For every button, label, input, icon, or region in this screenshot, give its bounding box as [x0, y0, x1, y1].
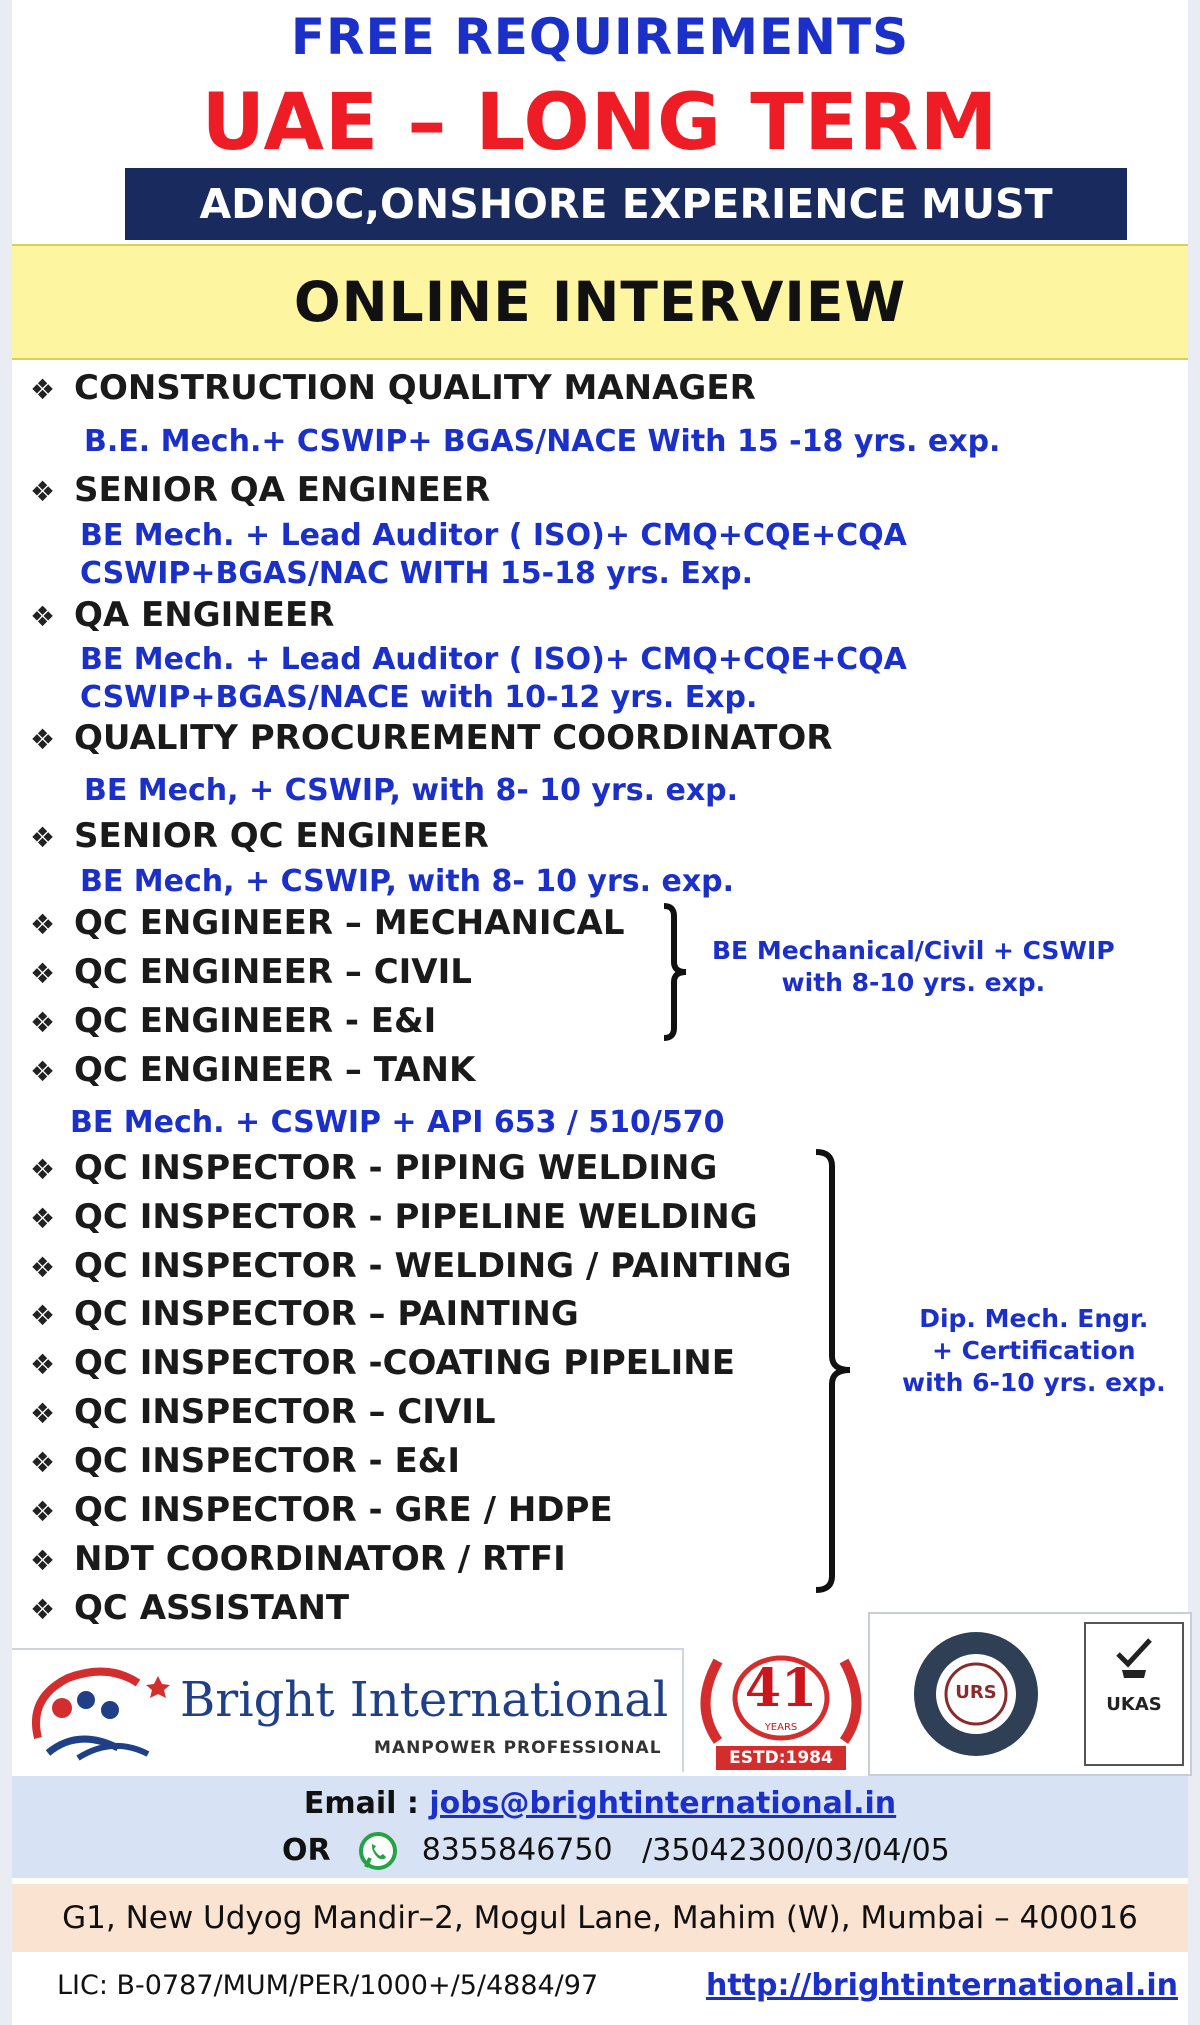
job-requirement: BE Mech, + CSWIP, with 8- 10 yrs. exp. [84, 773, 739, 808]
poster [12, 0, 1188, 2025]
ukas-badge [1084, 1622, 1184, 1766]
company-tagline: MANPOWER PROFESSIONAL [374, 1738, 662, 1758]
bullet-icon: ❖ [30, 1495, 56, 1528]
bullet-icon: ❖ [30, 1202, 56, 1235]
email-label: Email : [303, 1786, 419, 1821]
bullet-icon: ❖ [30, 1593, 56, 1626]
bullet-icon: ❖ [30, 1348, 56, 1381]
urs-seal-label: URS [955, 1682, 997, 1703]
bullet-icon: ❖ [30, 1544, 56, 1577]
bullet-icon: ❖ [30, 723, 56, 756]
crown-check-icon [1114, 1634, 1154, 1680]
phone-row [282, 1831, 950, 1871]
job-title: NDT COORDINATOR / RTFI [74, 1539, 566, 1579]
company-name: Bright International [180, 1672, 669, 1728]
bullet-icon: ❖ [30, 373, 56, 406]
bullet-icon: ❖ [30, 1153, 56, 1186]
experience-banner: ADNOC,ONSHORE EXPERIENCE MUST [125, 168, 1127, 240]
bullet-icon: ❖ [30, 1299, 56, 1332]
bullet-icon: ❖ [30, 475, 56, 508]
bullet-icon: ❖ [30, 908, 56, 941]
job-item [30, 1539, 566, 1579]
job-requirement: BE Mech. + Lead Auditor ( ISO)+ CMQ+CQE+CQA CSWIP+BGAS/NACE with 10-12 yrs. Exp. [80, 642, 907, 715]
headline-free-requirements: FREE REQUIREMENTS [290, 8, 910, 66]
job-title: QC INSPECTOR - GRE / HDPE [74, 1490, 613, 1530]
job-title: SENIOR QA ENGINEER [74, 470, 491, 510]
job-title: QC INSPECTOR – CIVIL [74, 1392, 496, 1432]
certification-panel [868, 1612, 1192, 1776]
established-year: ESTD:1984 [729, 1748, 833, 1768]
anniversary-years: YEARS [764, 1722, 798, 1733]
job-title: QUALITY PROCUREMENT COORDINATOR [74, 718, 833, 758]
bullet-icon: ❖ [30, 600, 56, 633]
address-bar: G1, New Udyog Mandir–2, Mogul Lane, Mahim (W), Mumbai – 400016 [12, 1884, 1188, 1952]
bullet-icon: ❖ [30, 957, 56, 990]
job-item [30, 903, 625, 943]
website-link[interactable]: http://brightinternational.in [705, 1968, 1178, 2003]
job-title: QC ENGINEER – TANK [74, 1050, 476, 1090]
job-item [30, 368, 756, 408]
online-interview-banner: ONLINE INTERVIEW [12, 244, 1188, 360]
job-item [30, 1588, 349, 1628]
job-requirement: BE Mech, + CSWIP, with 8- 10 yrs. exp. [80, 864, 735, 899]
job-item [30, 1294, 579, 1334]
headline-uae-long-term: UAE – LONG TERM [201, 78, 999, 168]
job-item [30, 470, 490, 510]
bullet-icon: ❖ [30, 1397, 56, 1430]
job-title: QC ENGINEER - E&I [74, 1001, 437, 1041]
phone-extensions: /35042300/03/04/05 [642, 1832, 950, 1868]
email-row [12, 1786, 1188, 1821]
job-title: CONSTRUCTION QUALITY MANAGER [74, 368, 756, 408]
bullet-icon: ❖ [30, 1446, 56, 1479]
job-title: QC INSPECTOR – PAINTING [74, 1294, 579, 1334]
contact-bar [12, 1776, 1188, 1878]
anniversary-number: 41 [744, 1658, 818, 1719]
qc-inspector-bracket [812, 1148, 862, 1594]
job-item [30, 952, 472, 992]
job-item [30, 1050, 475, 1090]
phone-number[interactable]: 8355846750 [421, 1832, 613, 1868]
job-requirement: BE Mech. + CSWIP + API 653 / 510/570 [70, 1105, 725, 1140]
job-item [30, 1490, 613, 1530]
bullet-icon: ❖ [30, 1251, 56, 1284]
ukas-label: UKAS [1106, 1694, 1162, 1715]
job-requirement: BE Mech. + Lead Auditor ( ISO)+ CMQ+CQE+CQA CSWIP+BGAS/NAC WITH 15-18 yrs. Exp. [80, 518, 907, 591]
qc-engineer-bracket [660, 902, 700, 1042]
job-requirement: B.E. Mech.+ CSWIP+ BGAS/NACE With 15 -18 yrs. exp. [84, 424, 1001, 459]
anniversary-badge [688, 1636, 874, 1772]
job-item [30, 1392, 496, 1432]
bullet-icon: ❖ [30, 1055, 56, 1088]
email-link[interactable]: jobs@brightinternational.in [429, 1786, 897, 1821]
or-label: OR [282, 1832, 331, 1868]
job-title: QC ENGINEER – CIVIL [74, 952, 472, 992]
company-logo-icon [18, 1658, 178, 1768]
job-item [30, 1441, 460, 1481]
job-item [30, 595, 334, 635]
qc-engineer-note: BE Mechanical/Civil + CSWIP with 8-10 yrs. exp. [712, 936, 1115, 997]
license-number: LIC: B-0787/MUM/PER/1000+/5/4884/97 [57, 1970, 599, 2001]
job-item [30, 718, 832, 758]
qc-inspector-note: Dip. Mech. Engr. + Certification with 6-10 yrs. exp. [902, 1304, 1166, 1397]
bullet-icon: ❖ [30, 1006, 56, 1039]
job-item [30, 816, 489, 856]
company-logo-panel [12, 1648, 684, 1772]
job-title: QC INSPECTOR - WELDING / PAINTING [74, 1246, 792, 1286]
job-title: SENIOR QC ENGINEER [74, 816, 489, 856]
bullet-icon: ❖ [30, 821, 56, 854]
job-title: QC ASSISTANT [74, 1588, 350, 1628]
footer-row [12, 1962, 1188, 2012]
job-title: QC INSPECTOR - E&I [74, 1441, 460, 1481]
job-title: QC INSPECTOR -COATING PIPELINE [74, 1343, 735, 1383]
job-item [30, 1001, 436, 1041]
job-title: QC INSPECTOR - PIPELINE WELDING [74, 1197, 758, 1237]
whatsapp-icon [358, 1831, 398, 1871]
job-title: QA ENGINEER [74, 595, 335, 635]
job-item [30, 1246, 792, 1286]
job-item [30, 1197, 758, 1237]
job-item [30, 1148, 717, 1188]
job-title: QC ENGINEER – MECHANICAL [74, 903, 625, 943]
job-title: QC INSPECTOR - PIPING WELDING [74, 1148, 718, 1188]
job-item [30, 1343, 735, 1383]
